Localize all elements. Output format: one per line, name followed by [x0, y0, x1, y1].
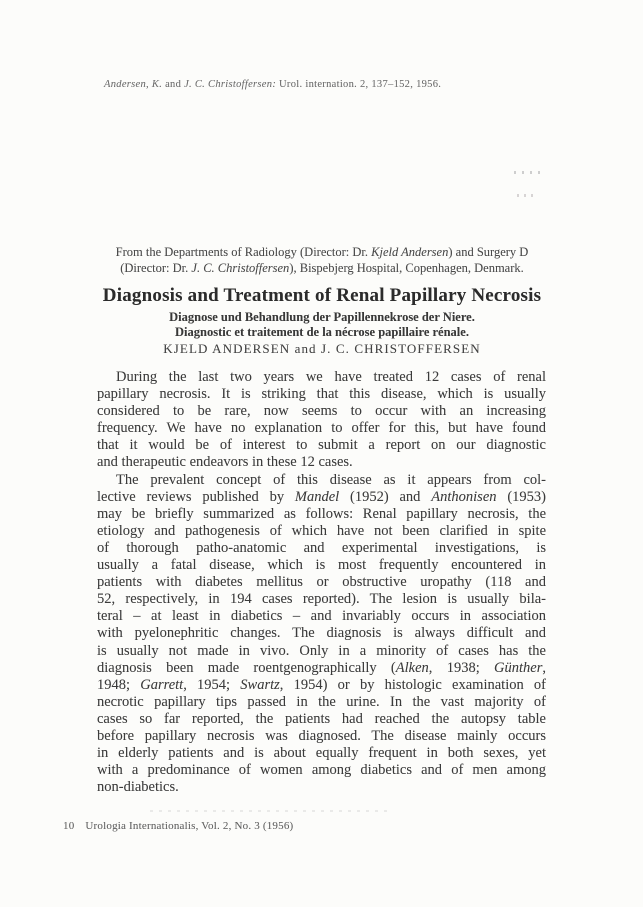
text-line	[97, 677, 546, 694]
text-segment: papillary necrosis. It is striking that this disease, which is usually	[97, 386, 546, 403]
text-segment: During the last two years we have treated 12 cases of renal	[116, 369, 546, 385]
text-segment: in elderly patients and is about equally frequent in both sexes, yet	[97, 745, 546, 762]
footer-journal-line: Urologia Internationalis, Vol. 2, No. 3 (1956)	[85, 820, 294, 832]
affiliation-block	[82, 245, 562, 276]
text-line	[97, 523, 546, 540]
italic-text: Garrett	[140, 676, 184, 693]
text-segment: teral – at least in diabetics – and invariably occurs in association	[97, 608, 546, 625]
text-segment: and	[162, 79, 185, 90]
text-line	[97, 540, 546, 557]
text-line	[97, 557, 546, 574]
text-segment: (1952) and	[339, 488, 432, 505]
text-segment: From the Departments of Radiology (Director: Dr.	[115, 245, 372, 259]
subtitle-german: Diagnose und Behandlung der Papillennekrose der Niere.	[169, 310, 475, 324]
text-segment: non-diabetics.	[97, 779, 179, 796]
text-line	[97, 625, 546, 642]
text-line	[97, 711, 546, 728]
text-line	[97, 386, 546, 403]
text-segment: that it would be of interest to submit a report on our diagnostic	[97, 437, 546, 454]
affiliation-line-1	[82, 245, 562, 261]
italic-text: Mandel	[294, 488, 340, 505]
text-segment: may be briefly summarized as follows: Renal papillary necrosis, the	[97, 505, 546, 522]
text-segment: (Director: Dr.	[120, 260, 192, 275]
affiliation-line-2	[82, 261, 562, 277]
text-line	[97, 369, 546, 386]
text-segment: is usually not made in vivo. Only in a minority of cases has the	[97, 642, 546, 659]
text-segment: patients with diabetes mellitus or obstructive uropathy (118 and	[97, 574, 546, 591]
italic-text: Andersen, K.	[104, 79, 163, 90]
text-line	[97, 608, 546, 625]
text-segment: usually a fatal disease, which is most frequently encountered in	[97, 557, 546, 574]
paragraph	[97, 369, 546, 472]
italic-text: J. C. Christoffersen:	[184, 79, 277, 90]
text-segment: diagnosis been made roentgenographically (	[97, 659, 396, 676]
article-body	[97, 369, 546, 796]
text-segment: necrotic papillary tips passed in the urine. In the vast majority of	[97, 693, 546, 710]
text-line	[97, 472, 546, 489]
authors-line: KJELD ANDERSEN and J. C. CHRISTOFFERSEN	[163, 341, 481, 356]
footer-signature-number: 10	[63, 820, 75, 832]
text-line	[97, 437, 546, 454]
paragraph	[97, 472, 546, 797]
text-line	[97, 420, 546, 437]
text-line	[97, 489, 546, 506]
text-line	[97, 591, 546, 608]
text-line	[97, 745, 546, 762]
text-line	[97, 403, 546, 420]
text-segment: , 1954) or by histologic examination of	[279, 676, 547, 693]
scan-artifact	[514, 171, 540, 174]
italic-text: Kjeld Andersen	[371, 245, 449, 259]
italic-text: Swartz	[240, 676, 280, 693]
article-title: Diagnosis and Treatment of Renal Papillary Necrosis	[102, 285, 542, 306]
text-segment: cases so far reported, the patients had reached the autopsy table	[97, 710, 546, 727]
text-segment: , 1938;	[428, 659, 495, 676]
text-segment: The prevalent concept of this disease as it appears from col-	[116, 471, 546, 488]
scan-artifact	[150, 810, 390, 812]
text-line	[97, 574, 546, 591]
text-line	[97, 643, 546, 660]
text-segment: with pyelonephritic changes. The diagnosis is always difficult and	[97, 625, 546, 642]
scan-artifact	[517, 194, 533, 197]
italic-text: Günther	[494, 659, 543, 676]
text-line	[97, 694, 546, 711]
text-segment: considered to be rare, now seems to occur with an increasing	[97, 403, 546, 420]
citation-header	[104, 79, 564, 90]
text-segment: frequency. We have no explanation to offer for this, but have found	[97, 420, 546, 437]
text-segment: of thorough patho-anatomic and experimental investigations, is	[97, 539, 546, 556]
text-segment: and therapeutic endeavors in these 12 cases.	[97, 454, 353, 471]
text-line	[97, 660, 546, 677]
text-segment: ,	[542, 659, 546, 676]
text-segment: before papillary necrosis was diagnosed. The disease mainly occurs	[97, 727, 546, 744]
italic-text: Anthonisen	[431, 488, 497, 505]
text-segment: (1953)	[496, 488, 546, 505]
text-segment: ), Bispebjerg Hospital, Copenhagen, Denmark.	[289, 260, 524, 275]
text-segment: lective reviews published by	[97, 488, 295, 505]
page-footer	[63, 820, 293, 832]
text-line	[97, 728, 546, 745]
italic-text: Alken	[395, 659, 429, 676]
text-segment: 52, respectively, in 194 cases reported). The lesion is usually bila-	[97, 591, 546, 608]
text-line	[97, 779, 546, 796]
text-segment: , 1954;	[183, 676, 241, 693]
text-segment: Urol. internation. 2, 137–152, 1956.	[276, 79, 442, 90]
text-segment: etiology and pathogenesis of which have not been clarified in spite	[97, 522, 546, 539]
text-segment: ) and Surgery D	[448, 245, 529, 259]
text-segment: with a predominance of women among diabetics and of men among	[97, 762, 546, 779]
text-segment: 1948;	[97, 676, 141, 693]
italic-text: J. C. Christoffersen	[191, 260, 290, 275]
text-line	[97, 454, 546, 471]
text-line	[97, 506, 546, 523]
text-line	[97, 762, 546, 779]
subtitle-french: Diagnostic et traitement de la nécrose papillaire rénale.	[175, 325, 469, 339]
